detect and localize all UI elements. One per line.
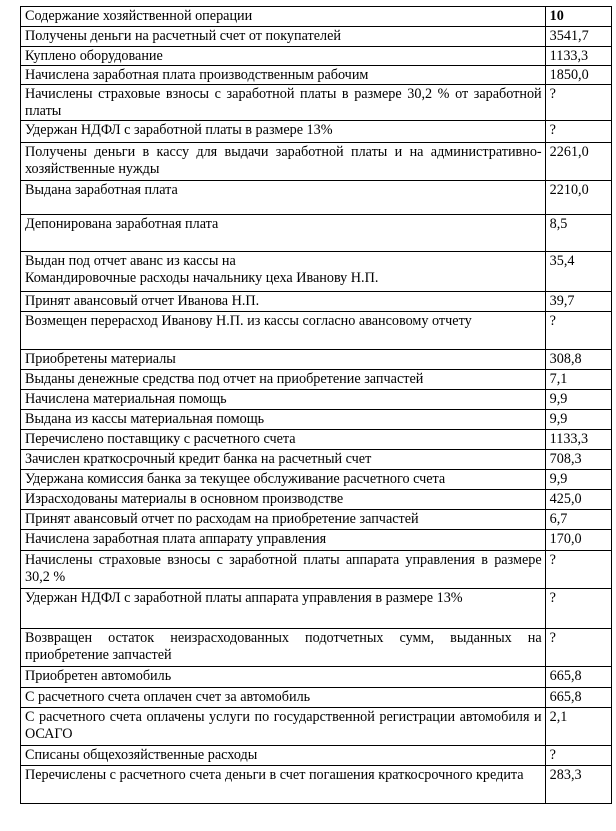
table-row xyxy=(21,143,612,181)
operation-cell: Приобретены материалы xyxy=(21,350,546,370)
amount-cell: ? xyxy=(545,312,611,350)
table-header-row xyxy=(21,7,612,27)
table-row xyxy=(21,510,612,530)
amount-cell: ? xyxy=(545,629,611,667)
operation-cell: Удержана комиссия банка за текущее обслуживание расчетного счета xyxy=(21,470,546,490)
operation-cell: Возмещен перерасход Иванову Н.П. из кассы согласно авансовому отчету xyxy=(21,312,546,350)
table-row xyxy=(21,85,612,121)
table-row xyxy=(21,490,612,510)
operation-cell: Принят авансовый отчет Иванова Н.П. xyxy=(21,292,546,312)
table-row xyxy=(21,252,612,292)
operation-cell: С расчетного счета оплачены услуги по государственной регистрации автомобиля и ОСАГО xyxy=(21,708,546,746)
header-operation: Содержание хозяйственной операции xyxy=(21,7,546,27)
amount-cell: 665,8 xyxy=(545,667,611,688)
operation-cell: Начислена материальная помощь xyxy=(21,390,546,410)
operation-cell: Возвращен остаток неизрасходованных подотчетных сумм, выданных на приобретение запчастей xyxy=(21,629,546,667)
table-row xyxy=(21,746,612,766)
operation-cell: Выдана заработная плата xyxy=(21,181,546,215)
operation-cell: Начислены страховые взносы с заработной платы аппарата управления в размере 30,2 % xyxy=(21,551,546,589)
operation-cell: Израсходованы материалы в основном производстве xyxy=(21,490,546,510)
operation-cell: Приобретен автомобиль xyxy=(21,667,546,688)
table-row xyxy=(21,470,612,490)
amount-cell: 708,3 xyxy=(545,450,611,470)
amount-cell: 283,3 xyxy=(545,766,611,804)
amount-cell: 35,4 xyxy=(545,252,611,292)
amount-cell: ? xyxy=(545,85,611,121)
operations-table xyxy=(20,6,612,804)
operation-cell: Зачислен краткосрочный кредит банка на расчетный счет xyxy=(21,450,546,470)
amount-cell: 2210,0 xyxy=(545,181,611,215)
operation-cell: Перечислено поставщику с расчетного счета xyxy=(21,430,546,450)
operation-cell: Получены деньги в кассу для выдачи заработной платы и на административно-хозяйственные нужды xyxy=(21,143,546,181)
amount-cell: 3541,7 xyxy=(545,27,611,47)
operation-cell: Удержан НДФЛ с заработной платы аппарата управления в размере 13% xyxy=(21,589,546,629)
operation-cell: Списаны общехозяйственные расходы xyxy=(21,746,546,766)
header-column-number: 10 xyxy=(545,7,611,27)
table-row xyxy=(21,390,612,410)
operation-cell: Принят авансовый отчет по расходам на приобретение запчастей xyxy=(21,510,546,530)
amount-cell: ? xyxy=(545,589,611,629)
table-row xyxy=(21,312,612,350)
operation-cell: Получены деньги на расчетный счет от покупателей xyxy=(21,27,546,47)
operation-cell: Начислены страховые взносы с заработной платы в размере 30,2 % от заработной платы xyxy=(21,85,546,121)
operation-cell: Выдана из кассы материальная помощь xyxy=(21,410,546,430)
operation-cell: Депонирована заработная плата xyxy=(21,215,546,252)
table-row xyxy=(21,430,612,450)
operation-cell: Перечислены с расчетного счета деньги в счет погашения краткосрочного кредита xyxy=(21,766,546,804)
amount-cell: ? xyxy=(545,121,611,143)
amount-cell: 1133,3 xyxy=(545,47,611,66)
amount-cell: 1133,3 xyxy=(545,430,611,450)
table-row xyxy=(21,708,612,746)
amount-cell: 2261,0 xyxy=(545,143,611,181)
table-row xyxy=(21,121,612,143)
amount-cell: 1850,0 xyxy=(545,66,611,85)
amount-cell: 7,1 xyxy=(545,370,611,390)
table-row xyxy=(21,688,612,708)
operations-document xyxy=(20,6,612,804)
table-row xyxy=(21,66,612,85)
amount-cell: 9,9 xyxy=(545,470,611,490)
table-row xyxy=(21,215,612,252)
amount-cell: ? xyxy=(545,746,611,766)
amount-cell: 170,0 xyxy=(545,530,611,551)
operation-cell: Начислена заработная плата производственным рабочим xyxy=(21,66,546,85)
amount-cell: ? xyxy=(545,551,611,589)
table-row xyxy=(21,551,612,589)
table-row xyxy=(21,530,612,551)
table-row xyxy=(21,410,612,430)
operation-cell: С расчетного счета оплачен счет за автомобиль xyxy=(21,688,546,708)
table-row xyxy=(21,667,612,688)
table-row xyxy=(21,589,612,629)
operation-cell: Начислена заработная плата аппарату управления xyxy=(21,530,546,551)
operation-line-1: Выдан под отчет аванс из кассы на xyxy=(25,253,236,269)
table-row xyxy=(21,27,612,47)
table-row xyxy=(21,370,612,390)
table-row xyxy=(21,47,612,66)
operation-cell xyxy=(21,252,546,292)
amount-cell: 9,9 xyxy=(545,390,611,410)
operation-cell: Выданы денежные средства под отчет на приобретение запчастей xyxy=(21,370,546,390)
table-row xyxy=(21,450,612,470)
operation-cell: Куплено оборудование xyxy=(21,47,546,66)
table-row xyxy=(21,181,612,215)
table-row xyxy=(21,629,612,667)
amount-cell: 39,7 xyxy=(545,292,611,312)
amount-cell: 425,0 xyxy=(545,490,611,510)
amount-cell: 8,5 xyxy=(545,215,611,252)
table-row xyxy=(21,350,612,370)
table-row xyxy=(21,292,612,312)
amount-cell: 2,1 xyxy=(545,708,611,746)
operation-cell: Удержан НДФЛ с заработной платы в размере 13% xyxy=(21,121,546,143)
amount-cell: 665,8 xyxy=(545,688,611,708)
amount-cell: 308,8 xyxy=(545,350,611,370)
table-row xyxy=(21,766,612,804)
amount-cell: 6,7 xyxy=(545,510,611,530)
operation-line-2: Командировочные расходы начальнику цеха Иванову Н.П. xyxy=(25,270,379,286)
amount-cell: 9,9 xyxy=(545,410,611,430)
